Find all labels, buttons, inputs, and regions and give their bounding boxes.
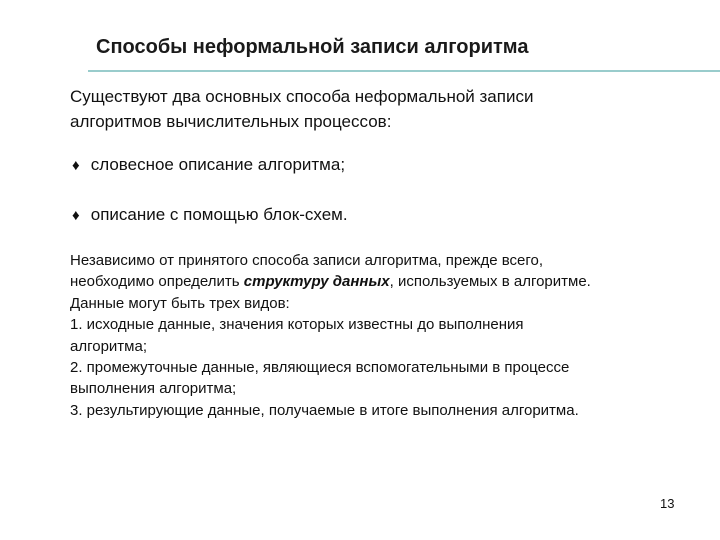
intro-text <box>70 84 690 134</box>
paragraph-line: выполнения алгоритма; <box>70 380 237 398</box>
diamond-bullet-icon: ♦ <box>72 207 80 224</box>
data-types-paragraph <box>70 250 710 421</box>
paragraph-line: алгоритма; <box>70 337 147 355</box>
paragraph-text: , используемых в алгоритме. <box>389 273 591 291</box>
title-divider <box>88 70 720 72</box>
slide-title: Способы неформальной записи алгоритма <box>96 36 529 58</box>
paragraph-text: необходимо определить <box>70 273 244 291</box>
diamond-bullet-icon: ♦ <box>72 157 80 174</box>
bullet-label: словесное описание алгоритма; <box>90 155 346 174</box>
intro-line: Существуют два основных способа неформальной записи <box>70 87 534 106</box>
intro-line: алгоритмов вычислительных процессов: <box>70 112 392 131</box>
bullet-label: описание с помощью блок-схем. <box>90 205 348 224</box>
page-number: 13 <box>660 496 675 511</box>
paragraph-line: 1. исходные данные, значения которых известны до выполнения <box>70 316 524 334</box>
paragraph-line <box>70 271 710 292</box>
bullet-item-verbal <box>72 154 345 177</box>
paragraph-line: 3. результирующие данные, получаемые в итоге выполнения алгоритма. <box>70 401 579 419</box>
paragraph-line: Независимо от принятого способа записи алгоритма, прежде всего, <box>70 252 543 269</box>
paragraph-line: 2. промежуточные данные, являющиеся вспомогательными в процессе <box>70 359 570 377</box>
emphasized-term: структуру данных <box>243 273 390 291</box>
paragraph-line: Данные могут быть трех видов: <box>70 294 290 312</box>
bullet-item-flowchart <box>72 204 348 227</box>
